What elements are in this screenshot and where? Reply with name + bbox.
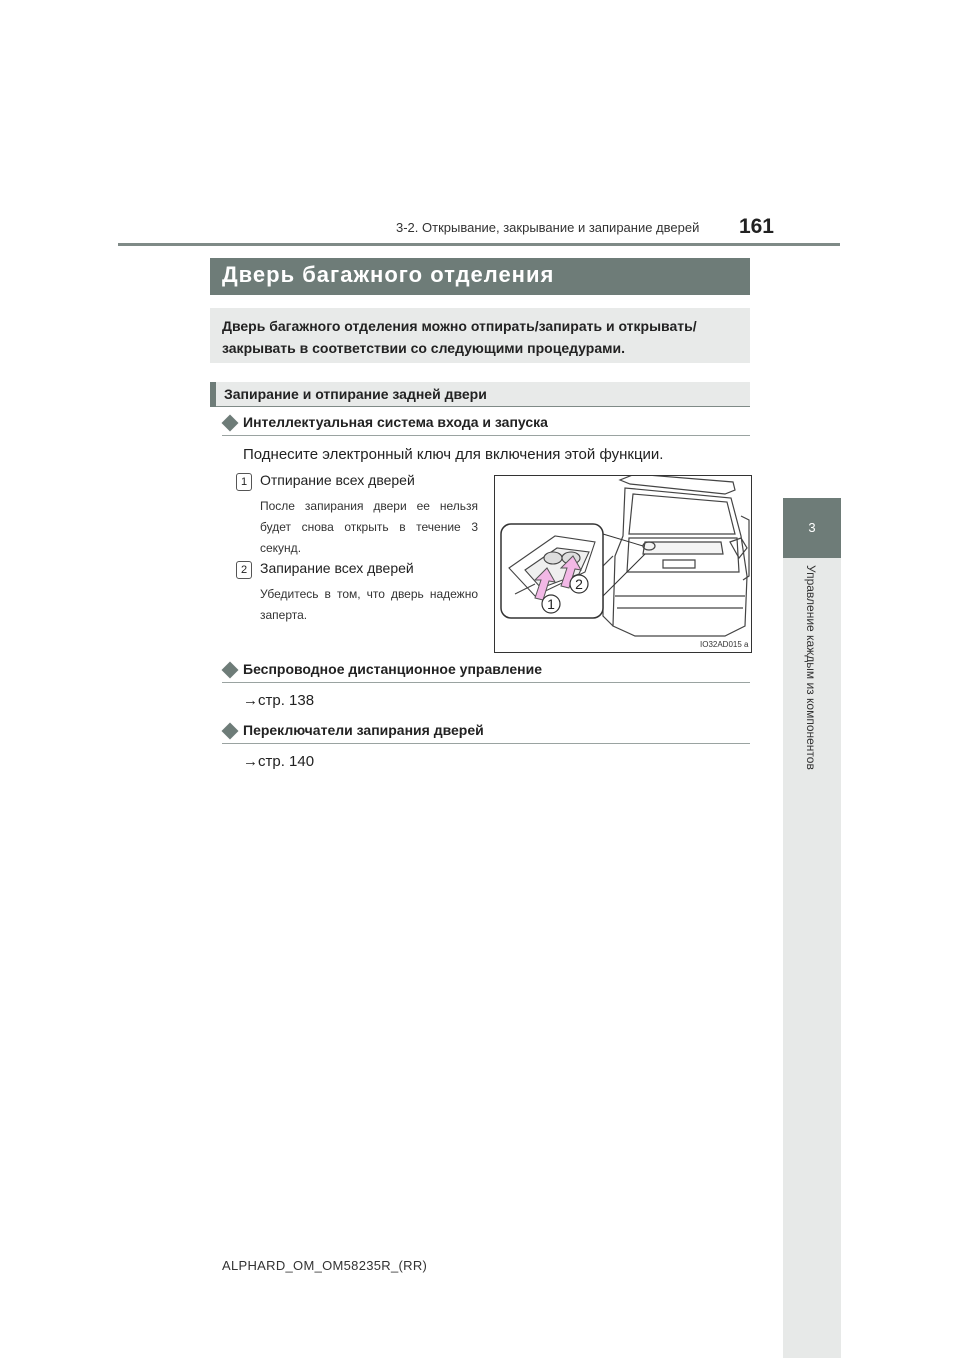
header-rule [118, 243, 840, 246]
diamond-bullet-icon [222, 723, 239, 740]
section-title: Дверь багажного отделения [222, 262, 555, 287]
page-reference-link[interactable]: →стр. 138 [243, 692, 315, 709]
step-title-lock: Запирание всех дверей [260, 560, 414, 576]
item-rule [222, 743, 750, 744]
step-title-unlock: Отпирание всех дверей [260, 472, 415, 488]
chapter-path: 3-2. Открывание, закрывание и запирание дверей [396, 220, 700, 235]
document-code: ALPHARD_OM_OM58235R_(RR) [222, 1258, 428, 1273]
subsection-accent [210, 382, 216, 407]
intro-text: Дверь багажного отделения можно отпирать/запирать и открывать/закрывать в соответствии со следующими процедурами. [222, 318, 697, 356]
figure-code: IO32AD015 a [700, 640, 749, 649]
tailgate-drawing [495, 476, 751, 652]
item-rule [222, 682, 750, 683]
item-heading-door-lock-switches: Переключатели запирания дверей [243, 722, 484, 738]
subsection-title: Запирание и отпирание задней двери [224, 386, 487, 402]
item-rule [222, 435, 750, 436]
step-note-unlock: После запирания двери ее нельзя будет снова открыть в течение 3 секунд. [260, 499, 478, 555]
diamond-bullet-icon [222, 662, 239, 679]
step-number-badge: 2 [236, 561, 252, 579]
callout-2: 2 [575, 576, 583, 592]
chapter-tab-number: 3 [808, 520, 816, 535]
chapter-tab-label: Управление каждым из компонентов [804, 565, 818, 770]
page-reference-link[interactable]: →стр. 140 [243, 753, 315, 770]
callout-1: 1 [547, 596, 555, 612]
item-heading-smart-entry: Интеллектуальная система входа и запуска [243, 414, 548, 430]
item-heading-wireless-remote: Беспроводное дистанционное управление [243, 661, 542, 677]
item-text-smart-entry: Поднесите электронный ключ для включения этой функции. [243, 446, 664, 463]
tailgate-illustration [494, 475, 752, 653]
page-number: 161 [738, 215, 774, 238]
step-number-badge: 1 [236, 473, 252, 491]
step-note-lock: Убедитесь в том, что дверь надежно заперта. [260, 587, 478, 622]
diamond-bullet-icon [222, 415, 239, 432]
